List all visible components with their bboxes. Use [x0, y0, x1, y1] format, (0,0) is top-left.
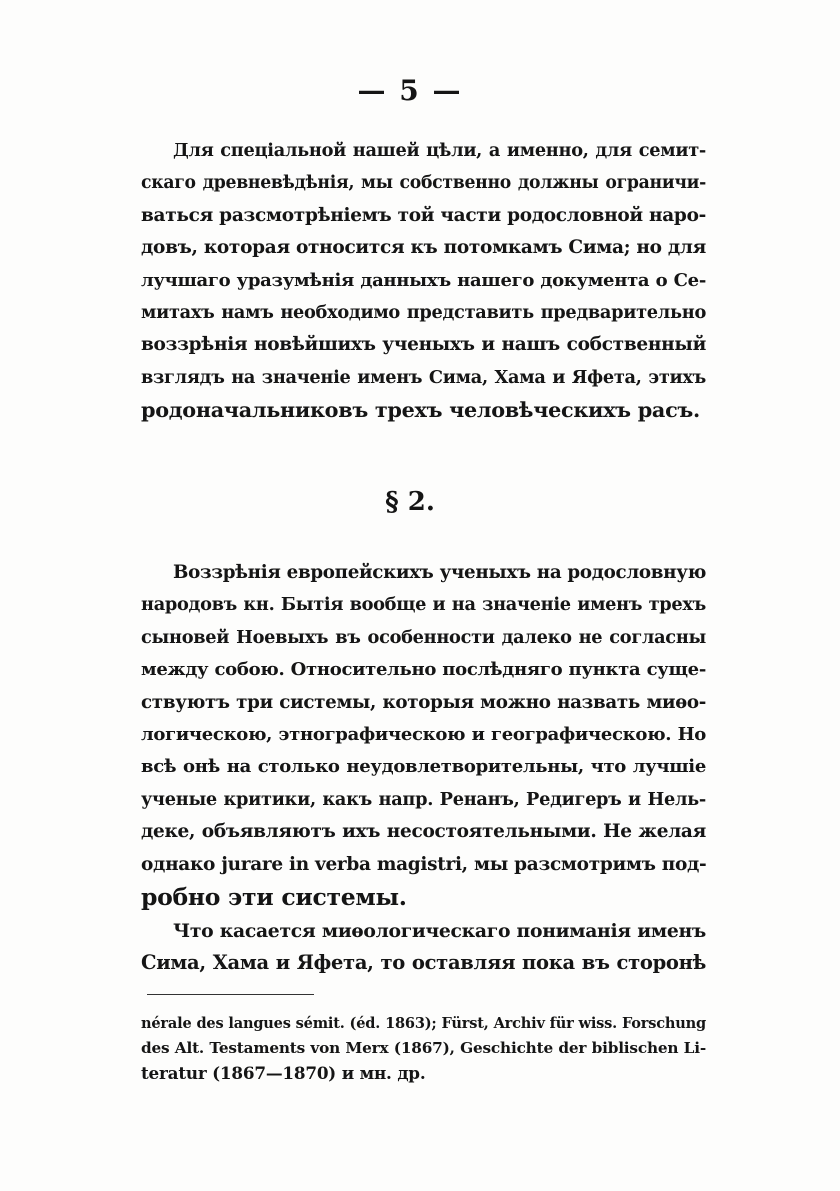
text-line: робно эти системы. [141, 882, 407, 911]
footnote-line: nérale des langues sémit. (éd. 1863); Fürst, Archiv für wiss. Forschung [141, 1015, 706, 1032]
text-line: всѣ онѣ на столько неудовлетворительны, что лучшіе [141, 756, 706, 778]
text-line: Воззрѣнія европейскихъ ученыхъ на родословную [173, 562, 706, 583]
paragraph-mythology [141, 915, 706, 980]
text-line: ваться разсмотрѣніемъ той части родословной наро- [141, 204, 706, 226]
text-line: скаго древневѣдѣнія, мы собственно должны ограничи- [141, 173, 706, 194]
text-line: деке, объявляютъ ихъ несостоятельными. Не желая [141, 821, 706, 843]
text-line: митахъ намъ необходимо представить предварительно [141, 301, 706, 323]
footnote-line: des Alt. Testaments von Merx (1867), Geschichte der biblischen Li- [141, 1039, 706, 1057]
text-line: Что касается миѳологическаго пониманія именъ [173, 920, 706, 942]
text-line: Сима, Хама и Яфета, то оставляя пока въ сторонѣ [141, 951, 706, 975]
text-line: ученые критики, какъ напр. Ренанъ, Редигеръ и Нель- [141, 788, 706, 810]
text-line: взглядъ на значеніе именъ Сима, Хама и Яфета, этихъ [141, 366, 706, 388]
text-line: между собою. Относительно послѣдняго пункта суще- [141, 659, 706, 681]
footnote [141, 1011, 706, 1086]
text-line: воззрѣнія новѣйшихъ ученыхъ и нашъ собственный [141, 334, 706, 356]
text-line: народовъ кн. Бытія вообще и на значеніе именъ трехъ [141, 594, 706, 616]
text-line: сыновей Ноевыхъ въ особенности далеко не согласны [141, 626, 706, 648]
section-heading: § 2. [385, 487, 435, 517]
footnote-divider [147, 994, 314, 995]
paragraph-intro [141, 135, 706, 427]
text-line: однако jurare in verba magistri, мы разсмотримъ под- [141, 853, 707, 875]
text-line: Для спеціальной нашей цѣли, а именно, для семит- [173, 140, 706, 161]
text-line: логическою, этнографическою и географическою. Но [141, 723, 706, 745]
footnote-line: teratur (1867—1870) и мн. др. [141, 1063, 426, 1083]
text-line: лучшаго уразумѣнія данныхъ нашего документа о Се- [141, 269, 706, 291]
text-line: родоначальниковъ трехъ человѣческихъ расъ. [141, 398, 700, 423]
paragraph-views [141, 557, 706, 913]
text-line: довъ, которая относится къ потомкамъ Сима; но для [141, 237, 706, 259]
text-line: ствуютъ три системы, которыя можно назвать миѳо- [141, 691, 706, 713]
page-number: — 5 — [357, 74, 463, 107]
